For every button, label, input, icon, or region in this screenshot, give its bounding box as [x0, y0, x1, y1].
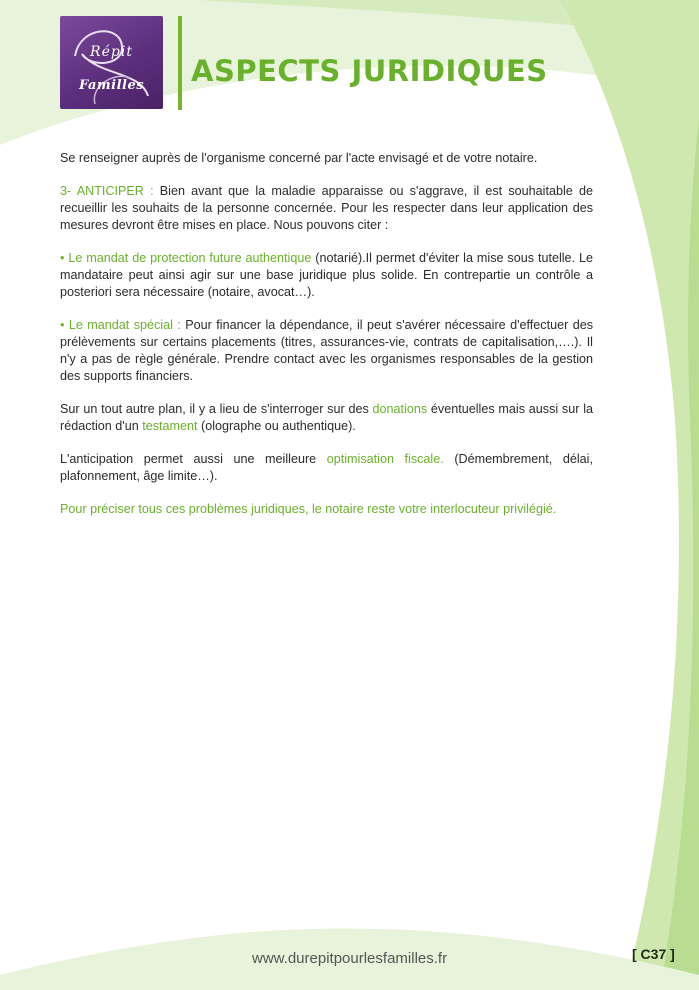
paragraph-conclusion: Pour préciser tous ces problèmes juridiques, le notaire reste votre interlocuteur privilégié. — [60, 502, 557, 516]
mandat-special-label: • Le mandat spécial : — [60, 318, 181, 332]
page-header — [60, 16, 660, 116]
donations-text-a: Sur un tout autre plan, il y a lieu de s'interroger sur des — [60, 402, 373, 416]
logo-text-line2: Familles — [78, 78, 145, 93]
mandat-protection-label: • Le mandat de protection future authentique — [60, 251, 312, 265]
mandat-special-text: Pour financer la dépendance, il peut s'avérer nécessaire d'effectuer des prélèvements sur certains placements (titres, assurances-vie, contrats de capitalisation,….). Il n'y a pas de règle générale. Prendre contact avec les organismes responsables de la gestion des supports financiers. — [60, 318, 593, 383]
logo-text-line1: Répit — [90, 44, 133, 60]
logo-swirl-icon — [60, 16, 163, 109]
page-number: [ C37 ] — [632, 946, 675, 962]
paragraph-optimisation — [60, 451, 593, 485]
page-title: ASPECTS JURIDIQUES — [191, 54, 548, 88]
paragraph-anticiper — [60, 183, 593, 234]
optimisation-keyword: optimisation fiscale. — [326, 452, 444, 466]
mandat-protection-text: (notarié).Il permet d'éviter la mise sous tutelle. Le mandataire peut ainsi agir sur une base juridique plus solide. En contrepartie un contrôle a posteriori sera nécessaire (notaire, avocat…). — [60, 251, 593, 299]
donations-keyword: donations — [372, 402, 428, 416]
paragraph-intro: Se renseigner auprès de l'organisme concerné par l'acte envisagé et de votre notaire. — [60, 151, 538, 165]
main-content — [60, 150, 593, 534]
anticiper-label: 3- ANTICIPER : — [60, 184, 154, 198]
testament-keyword: testament — [142, 419, 198, 433]
donations-text-c: (olographe ou authentique). — [197, 419, 356, 433]
footer-website-link[interactable]: www.durepitpourlesfamilles.fr — [252, 950, 448, 967]
optimisation-text-a: L'anticipation permet aussi une meilleure — [60, 452, 327, 466]
paragraph-donations — [60, 401, 593, 435]
paragraph-mandat-protection — [60, 250, 593, 301]
optimisation-text-b: (Démembrement, délai, plafonnement, âge limite…). — [60, 452, 593, 483]
donations-text-b: éventuelles mais aussi sur la rédaction d'un — [60, 402, 593, 433]
header-divider — [178, 16, 182, 110]
logo — [60, 16, 163, 109]
anticiper-text: Bien avant que la maladie apparaisse ou s'aggrave, il est souhaitable de recueillir les souhaits de la personne concernée. Pour les respecter dans leur application des mesures devront être mises en place. Nous pouvons citer : — [60, 184, 593, 232]
paragraph-mandat-special — [60, 317, 593, 385]
